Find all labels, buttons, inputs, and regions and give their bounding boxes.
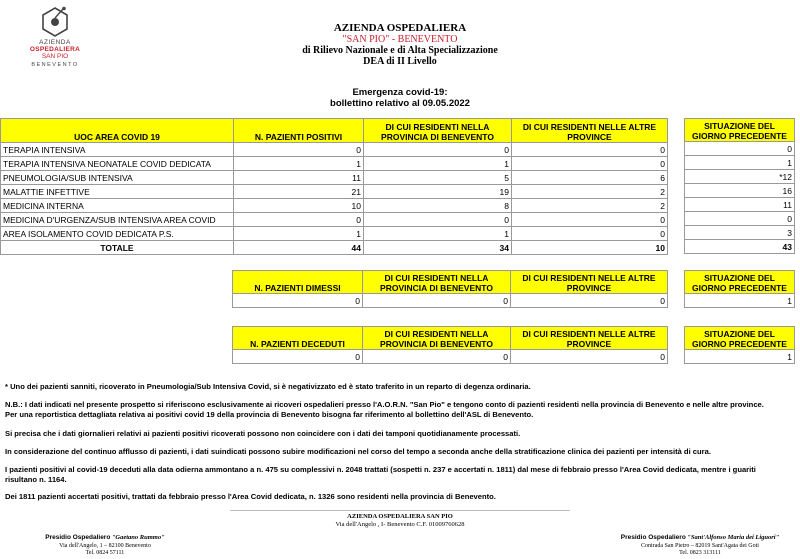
deceased-previous-count: 1 [685, 350, 795, 364]
table-row [685, 212, 795, 226]
uoc-name: MALATTIE INFETTIVE [1, 185, 234, 199]
previous-day-table [684, 118, 795, 254]
discharged-count: 0 [233, 294, 363, 308]
col-header-discharged: N. PAZIENTI DIMESSI [233, 271, 363, 294]
table-row [685, 294, 795, 308]
resident-bn-count: 5 [364, 171, 512, 185]
total-row [685, 240, 795, 254]
resident-bn-count: 0 [364, 213, 512, 227]
footer-right-presidio [610, 534, 790, 558]
deceased-bn-count: 0 [363, 350, 511, 364]
bulletin-title-line-2: bollettino relativo al 09.05.2022 [330, 98, 470, 109]
note-daily-data: Si precisa che i dati giornalieri relativi ai pazienti positivi ricoverati possono non coincidere con i dati dei tamponi quotidianamente processati. [5, 429, 521, 438]
previous-day-count: 11 [685, 198, 795, 212]
table-row [685, 226, 795, 240]
col-header-discharged-bn: DI CUI RESIDENTI NELLA PROVINCIA DI BENEVENTO [363, 271, 511, 294]
hospital-qualification: di Rilievo Nazionale e di Alta Specializzazione [302, 45, 498, 56]
note-residents-summary: Dei 1811 pazienti accertati positivi, trattati da febbraio presso l'Area Covid dedicata, n. 1326 sono residenti nella provincia di Benevento. [5, 492, 496, 501]
discharged-other-count: 0 [511, 294, 668, 308]
previous-day-count: 0 [685, 142, 795, 156]
logo-line-3: SAN PIO [41, 53, 69, 60]
note-continuous-flow: In considerazione del continuo afflusso di pazienti, i dati suindicati possono subire modificazioni nel corso del tempo a seconda anche della stratificazione clinica dei pazienti per intensità di cura. [5, 447, 711, 456]
discharged-previous-table [684, 270, 795, 308]
uoc-name: PNEUMOLOGIA/SUB INTENSIVA [1, 171, 234, 185]
resident-other-count: 0 [512, 213, 668, 227]
resident-other-count: 0 [512, 143, 668, 157]
resident-bn-count: 8 [364, 199, 512, 213]
col-header-resident-bn: DI CUI RESIDENTI NELLA PROVINCIA DI BENEVENTO [364, 119, 512, 143]
col-header-deceased: N. PAZIENTI DECEDUTI [233, 327, 363, 350]
footer-right-phone: Tel. 0823 313111 [679, 550, 721, 556]
uoc-name: AREA ISOLAMENTO COVID DEDICATA P.S. [1, 227, 234, 241]
footer-divider [230, 510, 570, 511]
col-header-deceased-bn: DI CUI RESIDENTI NELLA PROVINCIA DI BENEVENTO [363, 327, 511, 350]
note-deceased-summary: I pazienti positivi al covid-19 deceduti alla data odierna ammontano a n. 475 su complessivi n. 2048 trattati (sospetti n. 237 e accertati n. 1811) dal mese di febbraio presso l'Area Covid dedicata, mentre i guariti risultano n. 1164. [5, 465, 756, 484]
col-header-deceased-previous: SITUAZIONE DEL GIORNO PRECEDENTE [685, 327, 795, 350]
bulletin-title-line-1: Emergenza covid-19: [352, 87, 448, 98]
hospital-level: DEA di II Livello [363, 56, 437, 67]
resident-other-count: 2 [512, 185, 668, 199]
table-row [1, 157, 668, 171]
total-label: TOTALE [1, 241, 234, 255]
uoc-name: TERAPIA INTENSIVA NEONATALE COVID DEDICATA [1, 157, 234, 171]
table-row [1, 199, 668, 213]
col-header-positive: N. PAZIENTI POSITIVI [234, 119, 364, 143]
footer-org: AZIENDA OSPEDALIERA SAN PIO [347, 513, 453, 520]
footer-right-name: "Sant'Alfonso Maria dei Liguori" [687, 534, 780, 541]
footer-center [250, 513, 550, 529]
table-row [1, 213, 668, 227]
bulletin-title [250, 87, 550, 109]
footer-left-presidio [30, 534, 180, 558]
letterhead [250, 22, 550, 67]
resident-other-count: 0 [512, 227, 668, 241]
table-row [1, 143, 668, 157]
resident-bn-count: 1 [364, 227, 512, 241]
table-row [233, 294, 668, 308]
table-row [685, 350, 795, 364]
positive-count: 11 [234, 171, 364, 185]
note-footnote: * Uno dei pazienti sanniti, ricoverato in Pneumologia/Sub Intensiva Covid, si è negativizzato ed è stato traferito in un reparto di degenza ordinaria. [5, 382, 531, 391]
positive-count: 21 [234, 185, 364, 199]
total-row [1, 241, 668, 255]
positive-patients-table [0, 118, 668, 255]
deceased-other-count: 0 [511, 350, 668, 364]
col-header-resident-other: DI CUI RESIDENTI NELLE ALTRE PROVINCE [512, 119, 668, 143]
total-positive: 44 [234, 241, 364, 255]
positive-count: 0 [234, 213, 364, 227]
footer-left-label: Presidio Ospedaliero [45, 534, 111, 541]
col-header-discharged-other: DI CUI RESIDENTI NELLE ALTRE PROVINCE [511, 271, 668, 294]
hospital-logo [20, 5, 90, 83]
positive-count: 1 [234, 227, 364, 241]
total-resident-bn: 34 [364, 241, 512, 255]
total-resident-other: 10 [512, 241, 668, 255]
logo-line-1: AZIENDA [39, 39, 71, 46]
hospital-name: "SAN PIO" - BENEVENTO [342, 34, 458, 45]
logo-line-2: OSPEDALIERA [29, 46, 81, 53]
positive-count: 10 [234, 199, 364, 213]
resident-other-count: 2 [512, 199, 668, 213]
resident-other-count: 6 [512, 171, 668, 185]
deceased-count: 0 [233, 350, 363, 364]
uoc-name: TERAPIA INTENSIVA [1, 143, 234, 157]
footer-right-address: Contrada San Pietro – 82019 Sant'Agata dei Goti [641, 542, 759, 549]
footer-right-label: Presidio Ospedaliero [620, 534, 686, 541]
previous-day-count: *12 [685, 170, 795, 184]
deceased-table [232, 326, 668, 364]
resident-bn-count: 1 [364, 157, 512, 171]
logo-hexagon-icon [38, 5, 72, 39]
uoc-name: MEDICINA D'URGENZA/SUB INTENSIVA AREA COVID [1, 213, 234, 227]
footer-left-address: Via dell'Angelo, 1 – 82100 Benevento [59, 542, 151, 549]
previous-day-count: 0 [685, 212, 795, 226]
col-header-previous-day: SITUAZIONE DEL GIORNO PRECEDENTE [685, 119, 795, 142]
discharged-previous-count: 1 [685, 294, 795, 308]
discharged-bn-count: 0 [363, 294, 511, 308]
discharged-table [232, 270, 668, 308]
table-row [233, 350, 668, 364]
deceased-previous-table [684, 326, 795, 364]
table-row [1, 171, 668, 185]
resident-other-count: 0 [512, 157, 668, 171]
uoc-name: MEDICINA INTERNA [1, 199, 234, 213]
col-header-discharged-previous: SITUAZIONE DEL GIORNO PRECEDENTE [685, 271, 795, 294]
footer-left-name: "Gaetano Rummo" [111, 534, 165, 541]
footer-left-phone: Tel. 0824 57111 [85, 550, 125, 556]
resident-bn-count: 19 [364, 185, 512, 199]
col-header-deceased-other: DI CUI RESIDENTI NELLE ALTRE PROVINCE [511, 327, 668, 350]
footer-org-address: Via dell'Angelo , I- Benevento C.F. 01009760628 [335, 521, 465, 528]
previous-day-count: 1 [685, 156, 795, 170]
logo-line-4: BENEVENTO [31, 62, 79, 68]
table-row [685, 184, 795, 198]
resident-bn-count: 0 [364, 143, 512, 157]
previous-day-count: 16 [685, 184, 795, 198]
col-header-uoc: UOC AREA COVID 19 [1, 119, 234, 143]
table-row [685, 198, 795, 212]
positive-count: 1 [234, 157, 364, 171]
total-previous-day: 43 [685, 240, 795, 254]
positive-count: 0 [234, 143, 364, 157]
previous-day-count: 3 [685, 226, 795, 240]
table-row [685, 156, 795, 170]
table-row [1, 227, 668, 241]
table-row [685, 142, 795, 156]
table-row [1, 185, 668, 199]
note-nb: N.B.: I dati indicati nel presente prospetto si riferiscono esclusivamente ai ricoveri ospedalieri presso l'A.O.R.N. "San Pio" e tengono conto di pazienti residenti nella provincia di Benevento e nelle altre province. Per una reportistica dettagliata relativa ai positivi covid 19 della provincia di Benevento bisogna far riferimento al bollettino dell'ASL di Benevento. [5, 400, 764, 419]
org-name: AZIENDA OSPEDALIERA [333, 22, 467, 34]
table-row [685, 170, 795, 184]
